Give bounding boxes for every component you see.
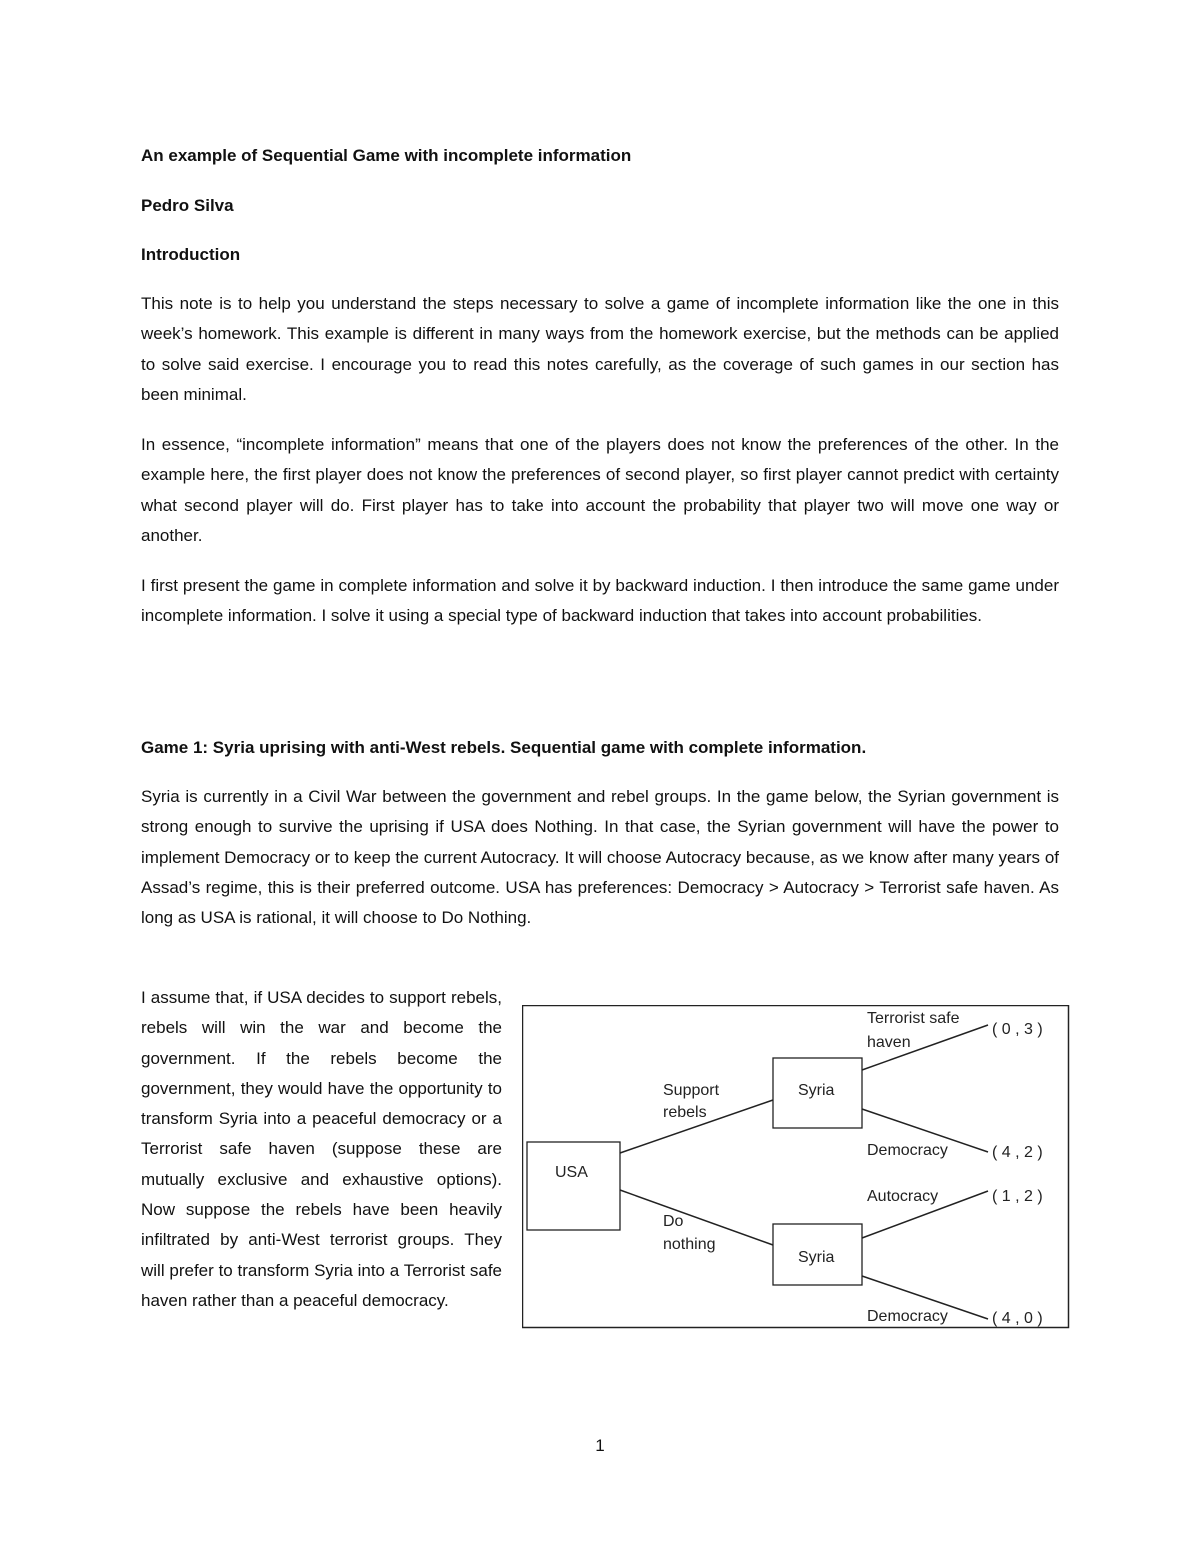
leaf-terrorist-line2: haven bbox=[867, 1034, 911, 1051]
intro-paragraph-3: I first present the game in complete information and solve it by backward induction. I then introduce the same game under incomplete information. I solve it using a special type of backward induction that takes into account probabilities. bbox=[141, 576, 1059, 626]
edge-label-nothing-line1: Do bbox=[663, 1213, 684, 1230]
leaf-autocracy: Autocracy bbox=[867, 1188, 939, 1205]
document-title: An example of Sequential Game with incomplete information bbox=[141, 146, 632, 165]
payoff-1: ( 0 , 3 ) bbox=[992, 1021, 1043, 1038]
node-usa-label: USA bbox=[555, 1164, 588, 1181]
edge-label-support-line2: rebels bbox=[663, 1104, 707, 1121]
edge-label-support-line1: Support bbox=[663, 1082, 720, 1099]
node-syria-lower-label: Syria bbox=[798, 1249, 835, 1266]
leaf-democracy-lower: Democracy bbox=[867, 1308, 948, 1325]
leaf-democracy-upper: Democracy bbox=[867, 1142, 948, 1159]
node-usa bbox=[527, 1142, 620, 1230]
diagram-frame bbox=[523, 1006, 1069, 1328]
game1-paragraph-2: I assume that, if USA decides to support rebels, rebels will win the war and become the government. If the rebels become the government, they would have the opportunity to transform Syria into a peaceful democracy or a Terrorist safe haven (suppose these are mutually exclusive and exhaustive options). Now suppose the rebels have been heavily infiltrated by anti-West terrorist groups. They will prefer to transform Syria into a Terrorist safe haven rather than a peaceful democracy. bbox=[141, 988, 502, 1310]
game-tree-diagram bbox=[522, 1005, 1070, 1330]
payoff-2: ( 4 , 2 ) bbox=[992, 1144, 1043, 1161]
leaf-terrorist-line1: Terrorist safe bbox=[867, 1010, 960, 1027]
game1-paragraph-1: Syria is currently in a Civil War between the government and rebel groups. In the game below, the Syrian government is strong enough to survive the uprising if USA does Nothing. In that case, the Syrian government will have the power to implement Democracy or to keep the current Autocracy. It will choose Autocracy because, as we know after many years of Assad’s regime, this is their preferred outcome. USA has preferences: Democracy > Autocracy > Terrorist safe haven. As long as USA is rational, it will choose to Do Nothing. bbox=[141, 787, 1059, 928]
node-syria-upper-label: Syria bbox=[798, 1082, 835, 1099]
intro-paragraph-2: In essence, “incomplete information” means that one of the players does not know the preferences of the other. In the example here, the first player does not know the preferences of second player, so first player cannot predict with certainty what second player will do. First player has to take into account the probability that player two will move one way or another. bbox=[141, 435, 1059, 545]
payoff-4: ( 4 , 0 ) bbox=[992, 1310, 1043, 1327]
section-heading-introduction: Introduction bbox=[141, 245, 241, 264]
intro-paragraph-1: This note is to help you understand the steps necessary to solve a game of incomplete information like the one in this week’s homework. This example is different in many ways from the homework exercise, but the methods can be applied to solve said exercise. I encourage you to read this notes carefully, as the coverage of such games in our section has been minimal. bbox=[141, 294, 1059, 404]
section-heading-game-1: Game 1: Syria uprising with anti-West rebels. Sequential game with complete information. bbox=[141, 738, 867, 757]
payoff-3: ( 1 , 2 ) bbox=[992, 1188, 1043, 1205]
author-name: Pedro Silva bbox=[141, 196, 234, 215]
edge-label-nothing-line2: nothing bbox=[663, 1236, 716, 1253]
page-number: 1 bbox=[595, 1436, 605, 1455]
